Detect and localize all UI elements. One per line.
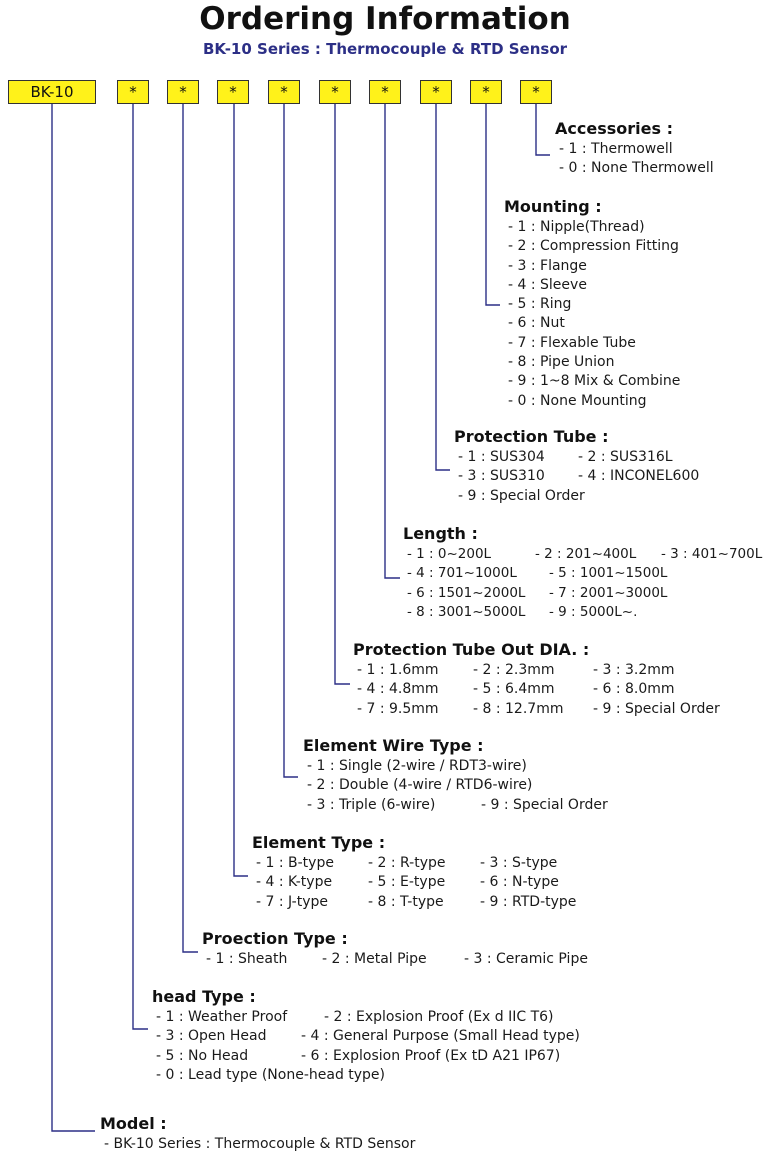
option-text: - 4 : General Purpose (Small Head type) <box>301 1028 580 1045</box>
option-text: - 6 : 1501~2000L <box>407 584 526 601</box>
option-text: - 1 : Sheath <box>206 951 288 967</box>
code-box-length: * <box>369 80 401 104</box>
code-box-accessories: * <box>520 80 552 104</box>
connector-proection-type <box>183 104 198 952</box>
option-text: - 5 : E-type <box>368 874 446 891</box>
option-text: - 2 : Explosion Proof (Ex d IIC T6) <box>324 1009 554 1025</box>
connector-out-dia <box>335 104 350 684</box>
option-row <box>555 140 714 159</box>
option-text: - 1 : Nipple(Thread) <box>508 219 645 235</box>
section-heading: Model : <box>100 1114 167 1133</box>
option-text: - 5 : No Head <box>156 1047 249 1064</box>
option-text: - 4 : Sleeve <box>508 276 587 293</box>
option-text: - 1 : Thermowell <box>559 141 673 157</box>
option-text: - 9 : 1~8 Mix & Combine <box>508 373 681 390</box>
option-row <box>504 276 680 295</box>
option-text: - 1 : B-type <box>256 855 334 871</box>
section-protection-tube <box>454 426 699 506</box>
section-head-type <box>152 986 580 1085</box>
option-text: - 1 : Single (2-wire / RDT3-wire) <box>307 758 527 774</box>
section-proection-type <box>202 928 588 969</box>
option-row <box>100 1135 415 1154</box>
option-text: - 3 : SUS310 <box>458 468 545 485</box>
section-element-type <box>252 832 576 912</box>
connector-wire-type <box>284 104 298 777</box>
option-text: - 2 : 201~400L <box>535 546 637 562</box>
section-accessories <box>555 118 714 179</box>
option-text: - 9 : Special Order <box>458 487 585 504</box>
option-row <box>504 295 680 314</box>
option-text: - 7 : 2001~3000L <box>549 584 668 601</box>
connector-mounting <box>486 104 500 305</box>
page-subtitle: BK-10 Series : Thermocouple & RTD Sensor <box>202 40 568 58</box>
option-row <box>152 1008 580 1027</box>
section-model <box>100 1113 415 1154</box>
section-heading: Element Wire Type : <box>303 736 484 755</box>
option-row <box>504 257 680 276</box>
option-row <box>152 1047 580 1066</box>
option-text: - 1 : Weather Proof <box>156 1009 288 1025</box>
option-text: - 9 : Special Order <box>593 700 720 717</box>
option-row <box>403 603 762 622</box>
option-row <box>303 776 608 795</box>
connector-length <box>385 104 400 578</box>
option-text: - 4 : INCONEL600 <box>578 468 700 485</box>
option-text: - 6 : Nut <box>508 315 565 332</box>
option-row <box>504 237 680 256</box>
option-text: - 3 : Triple (6-wire) <box>307 796 436 813</box>
connector-head-type <box>133 104 148 1029</box>
option-text: - 1 : SUS304 <box>458 449 545 465</box>
option-row <box>353 661 720 680</box>
option-row <box>303 757 608 776</box>
option-row <box>252 873 576 892</box>
option-text: - 2 : Metal Pipe <box>322 951 427 967</box>
section-mounting <box>504 196 680 411</box>
section-heading: Protection Tube Out DIA. : <box>353 640 590 659</box>
option-text: - 0 : None Mounting <box>508 392 647 409</box>
code-box-out-dia: * <box>319 80 351 104</box>
option-row <box>555 159 714 178</box>
connector-accessories <box>536 104 550 155</box>
section-heading: Length : <box>403 524 478 543</box>
option-text: - 6 : 8.0mm <box>593 681 675 698</box>
option-text: - 5 : 6.4mm <box>473 681 555 698</box>
option-text: - 3 : 401~700L <box>661 546 763 562</box>
code-box-model: BK-10 <box>8 80 96 104</box>
option-text: - 4 : K-type <box>256 874 333 891</box>
option-text: - 1 : 1.6mm <box>357 662 439 678</box>
option-row <box>403 564 762 583</box>
section-wire-type <box>303 735 608 815</box>
code-box-mounting: * <box>470 80 502 104</box>
option-row <box>252 854 576 873</box>
option-row <box>504 218 680 237</box>
option-text: - 0 : None Thermowell <box>559 160 714 177</box>
option-text: - 2 : R-type <box>368 855 446 871</box>
option-text: - 5 : 1001~1500L <box>549 565 668 582</box>
option-text: - 9 : 5000L~. <box>549 603 638 620</box>
code-box-head-type: * <box>117 80 149 104</box>
option-text: - 3 : Open Head <box>156 1028 267 1045</box>
option-text: - 3 : 3.2mm <box>593 662 675 678</box>
option-text: - 2 : Compression Fitting <box>508 238 679 255</box>
option-text: - 7 : Flexable Tube <box>508 334 636 351</box>
option-row <box>353 700 720 719</box>
section-heading: Protection Tube : <box>454 427 609 446</box>
option-text: - 6 : Explosion Proof (Ex tD A21 IP67) <box>301 1047 561 1064</box>
option-row <box>152 1027 580 1046</box>
connector-model <box>52 104 95 1131</box>
option-text: - 3 : Flange <box>508 257 587 274</box>
code-box-element-type: * <box>217 80 249 104</box>
option-text: - 9 : RTD-type <box>480 893 577 910</box>
option-text: - 8 : Pipe Union <box>508 354 615 371</box>
section-out-dia <box>353 639 720 719</box>
section-heading: Accessories : <box>555 119 673 138</box>
section-heading: Mounting : <box>504 197 602 216</box>
option-row <box>152 1066 580 1085</box>
option-row <box>504 372 680 391</box>
option-text: - 4 : 4.8mm <box>357 681 439 698</box>
option-text: - 3 : S-type <box>480 855 558 871</box>
code-box-proection-type: * <box>167 80 199 104</box>
option-text: - 3 : Ceramic Pipe <box>464 951 588 967</box>
connector-element-type <box>234 104 248 876</box>
option-text: - 8 : 12.7mm <box>473 700 564 717</box>
code-box-wire-type: * <box>268 80 300 104</box>
option-row <box>202 950 588 969</box>
option-row <box>303 796 608 815</box>
option-row <box>403 584 762 603</box>
option-text: - 7 : 9.5mm <box>357 700 439 717</box>
option-text: - 5 : Ring <box>508 296 572 313</box>
option-row <box>353 680 720 699</box>
option-text: - 9 : Special Order <box>481 796 608 813</box>
option-text: - 2 : SUS316L <box>578 449 673 465</box>
section-length <box>403 523 762 622</box>
option-row <box>504 314 680 333</box>
code-box-protection-tube: * <box>420 80 452 104</box>
option-text: - BK-10 Series : Thermocouple & RTD Sensor <box>104 1136 416 1152</box>
option-row <box>504 353 680 372</box>
option-text: - 0 : Lead type (None-head type) <box>156 1066 386 1083</box>
option-row <box>252 893 576 912</box>
option-row <box>403 545 762 564</box>
option-row <box>504 334 680 353</box>
option-row <box>454 448 699 467</box>
section-heading: Element Type : <box>252 833 386 852</box>
option-text: - 1 : 0~200L <box>407 546 492 562</box>
option-text: - 6 : N-type <box>480 874 559 891</box>
option-text: - 4 : 701~1000L <box>407 565 517 582</box>
page-title: Ordering Information <box>199 1 571 37</box>
option-text: - 2 : Double (4-wire / RTD6-wire) <box>307 777 533 794</box>
option-row <box>454 487 699 506</box>
connector-protection-tube <box>436 104 450 470</box>
option-row <box>504 392 680 411</box>
option-text: - 2 : 2.3mm <box>473 662 555 678</box>
option-text: - 8 : 3001~5000L <box>407 603 526 620</box>
option-row <box>454 467 699 486</box>
section-heading: Proection Type : <box>202 929 348 948</box>
section-heading: head Type : <box>152 987 256 1006</box>
option-text: - 7 : J-type <box>256 893 328 910</box>
option-text: - 8 : T-type <box>368 893 444 910</box>
